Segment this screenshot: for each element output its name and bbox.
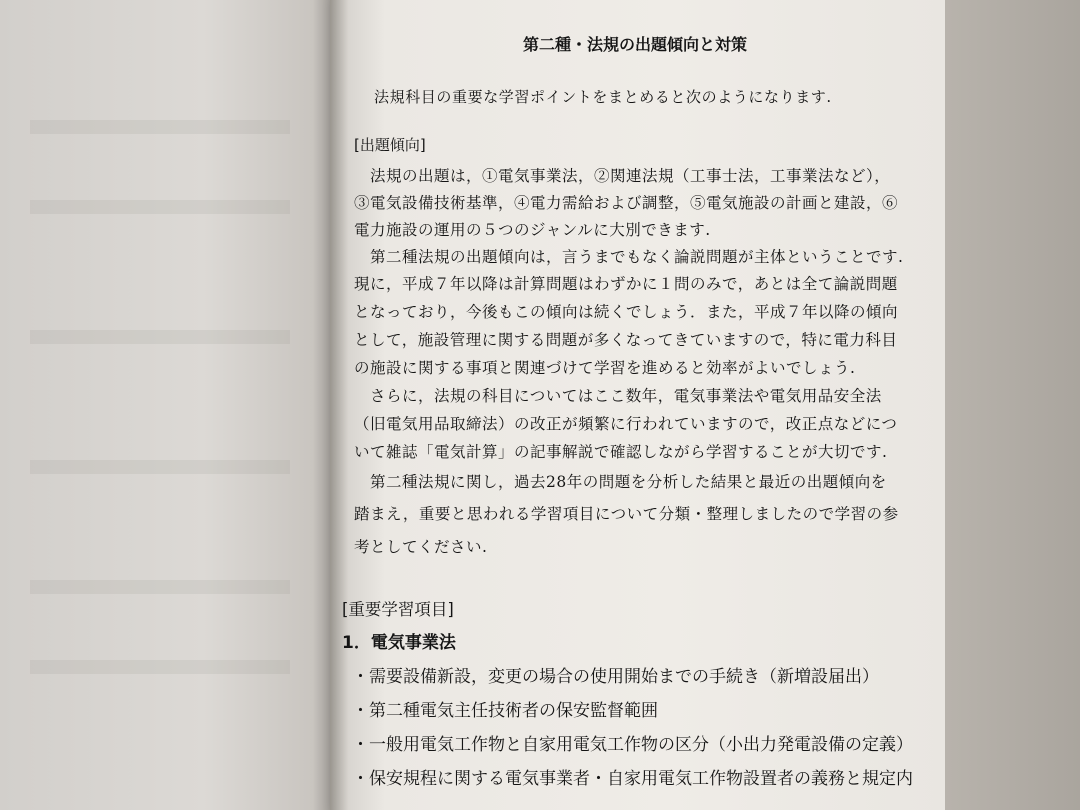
intro-text: 法規科目の重要な学習ポイントをまとめると次のようになります. xyxy=(374,88,832,106)
book-edge xyxy=(945,0,1080,810)
page-title: 第二種・法規の出題傾向と対策 xyxy=(522,35,747,54)
list-item: ・需要設備新設，変更の場合の使用開始までの手続き（新増設届出） xyxy=(352,667,879,687)
trend-line: ③電気設備技術基準，④電力需給および調整，⑤電気施設の計画と建設，⑥ xyxy=(354,194,899,212)
trend-line: 現に，平成７年以降は計算問題はわずかに１問のみで，あとは全て論説問題 xyxy=(354,275,898,293)
list-item: ・一般用電気工作物と自家用電気工作物の区分（小出力発電設備の定義） xyxy=(352,735,913,755)
trend-line: 考としてください. xyxy=(354,538,488,556)
trend-line: 第二種法規に関し，過去28年の問題を分析した結果と最近の出題傾向を xyxy=(354,473,887,491)
trend-line: さらに，法規の科目についてはここ数年，電気事業法や電気用品安全法 xyxy=(354,387,882,405)
list-item: ・保安規程に関する電気事業者・自家用電気工作物設置者の義務と規定内 xyxy=(352,769,913,789)
trend-heading: [出題傾向] xyxy=(354,136,426,154)
trend-line: となっており，今後もこの傾向は続くでしょう．また，平成７年以降の傾向 xyxy=(354,303,899,321)
trend-line: 法規の出題は，①電気事業法，②関連法規（工事士法，工事業法など）， xyxy=(354,167,891,185)
trend-line: として，施設管理に関する問題が多くなってきていますので，特に電力科目 xyxy=(354,331,898,349)
items-heading: [重要学習項目] xyxy=(342,600,454,619)
left-page xyxy=(0,0,340,810)
list-item: ・第二種電気主任技術者の保安監督範囲 xyxy=(352,701,658,721)
trend-line: 電力施設の運用の５つのジャンルに大別できます. xyxy=(354,221,711,239)
trend-line: （旧電気用品取締法）の改正が頻繁に行われていますので，改正点などにつ xyxy=(354,415,898,433)
trend-line: 第二種法規の出題傾向は，言うまでもなく論説問題が主体ということです. xyxy=(354,248,904,266)
trend-line: の施設に関する事項と関連づけて学習を進めると効率がよいでしょう. xyxy=(354,359,856,377)
section1-title: 1．電気事業法 xyxy=(342,633,456,653)
trend-line: いて雑誌「電気計算」の記事解説で確認しながら学習することが大切です. xyxy=(354,443,888,461)
trend-line: 踏まえ，重要と思われる学習項目について分類・整理しましたので学習の参 xyxy=(354,505,899,523)
